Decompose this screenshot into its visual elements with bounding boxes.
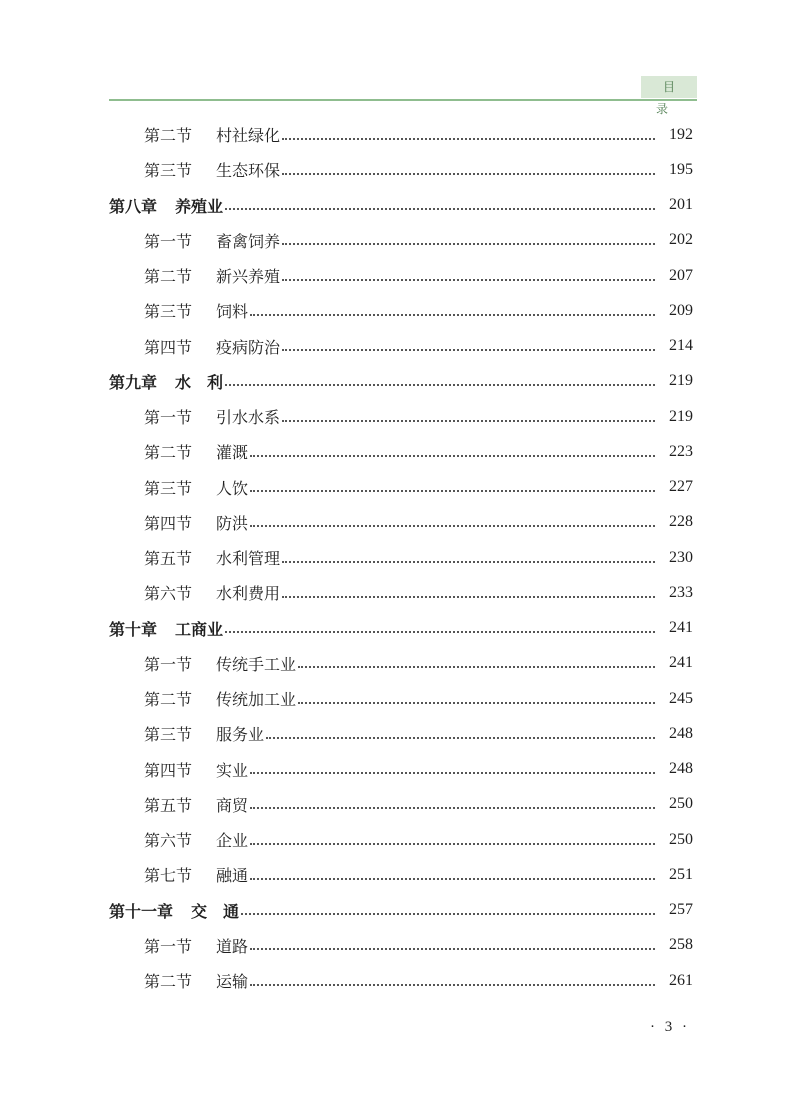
toc-section-entry[interactable] bbox=[0, 223, 798, 258]
toc-entry-label-area bbox=[144, 123, 663, 146]
toc-entry-label-area bbox=[144, 652, 663, 675]
toc-entry-label-area bbox=[144, 934, 663, 957]
toc-entry-label bbox=[144, 335, 280, 358]
toc-section-entry[interactable] bbox=[0, 928, 798, 963]
toc-chapter-entry[interactable] bbox=[0, 611, 798, 646]
toc-section-entry[interactable] bbox=[0, 293, 798, 328]
toc-entry-label bbox=[144, 264, 280, 287]
toc-entry-label bbox=[144, 793, 248, 816]
toc-page-number: 251 bbox=[669, 865, 693, 883]
toc-entry-label-area bbox=[109, 899, 663, 922]
toc-entry-label-area bbox=[144, 581, 663, 604]
chapter-title: 养殖业 bbox=[175, 196, 224, 216]
toc-section-entry[interactable] bbox=[0, 646, 798, 681]
toc-page-number: 233 bbox=[669, 583, 693, 601]
toc-entry-label-area bbox=[109, 617, 663, 640]
chapter-title: 水 利 bbox=[175, 372, 224, 392]
toc-entry-label-area bbox=[144, 511, 663, 534]
section-title: 引水水系 bbox=[216, 408, 281, 428]
toc-page-number: 248 bbox=[669, 724, 693, 742]
toc-entry-label bbox=[144, 405, 280, 428]
toc-entry-label bbox=[109, 370, 223, 393]
section-title: 运输 bbox=[216, 972, 249, 992]
toc-page-number: 257 bbox=[669, 901, 693, 919]
toc-entry-label bbox=[109, 899, 239, 922]
dot-leader bbox=[250, 490, 655, 492]
section-number: 第四节 bbox=[144, 513, 193, 533]
toc-page-number: 230 bbox=[669, 548, 693, 566]
toc-entry-label-area bbox=[144, 158, 663, 181]
section-number: 第五节 bbox=[144, 549, 193, 569]
toc-section-entry[interactable] bbox=[0, 575, 798, 610]
toc-entry-label bbox=[144, 828, 248, 851]
section-title: 商贸 bbox=[216, 795, 249, 815]
page-folio: · 3 · bbox=[650, 1019, 690, 1035]
toc-section-entry[interactable] bbox=[0, 399, 798, 434]
toc-page-number: 228 bbox=[669, 513, 693, 531]
chapter-number: 第八章 bbox=[109, 196, 158, 216]
toc-chapter-entry[interactable] bbox=[0, 188, 798, 223]
toc-page-number: 202 bbox=[669, 231, 693, 249]
toc-entry-label-area bbox=[144, 722, 663, 745]
dot-leader bbox=[298, 702, 655, 704]
toc-page-number: 241 bbox=[669, 654, 693, 672]
header-rule bbox=[109, 99, 697, 101]
toc-section-entry[interactable] bbox=[0, 117, 798, 152]
section-title: 灌溉 bbox=[216, 443, 249, 463]
dot-leader bbox=[250, 455, 655, 457]
section-title: 人饮 bbox=[216, 478, 249, 498]
toc-entry-label-area bbox=[109, 370, 663, 393]
toc-section-entry[interactable] bbox=[0, 505, 798, 540]
toc-page-number: 192 bbox=[669, 125, 693, 143]
section-title: 企业 bbox=[216, 831, 249, 851]
toc-entry-label bbox=[109, 617, 223, 640]
section-number: 第二节 bbox=[144, 690, 193, 710]
toc-entry-label bbox=[144, 722, 264, 745]
section-number: 第三节 bbox=[144, 161, 193, 181]
toc-entry-label bbox=[144, 299, 248, 322]
section-title: 实业 bbox=[216, 760, 249, 780]
toc-section-entry[interactable] bbox=[0, 963, 798, 998]
section-title: 融通 bbox=[216, 866, 249, 886]
toc-entry-label-area bbox=[144, 405, 663, 428]
section-number: 第二节 bbox=[144, 972, 193, 992]
toc-section-entry[interactable] bbox=[0, 787, 798, 822]
toc-entry-label-area bbox=[144, 299, 663, 322]
toc-entry-label bbox=[144, 652, 296, 675]
toc-section-entry[interactable] bbox=[0, 540, 798, 575]
section-number: 第六节 bbox=[144, 831, 193, 851]
toc-entry-label-area bbox=[144, 264, 663, 287]
chapter-number: 第十章 bbox=[109, 619, 158, 639]
section-number: 第二节 bbox=[144, 126, 193, 146]
toc-page-number: 241 bbox=[669, 619, 693, 637]
dot-leader bbox=[298, 666, 655, 668]
section-title: 村社绿化 bbox=[216, 126, 281, 146]
toc-page-number: 219 bbox=[669, 407, 693, 425]
toc-page-number: 201 bbox=[669, 196, 693, 214]
toc-section-entry[interactable] bbox=[0, 470, 798, 505]
section-number: 第三节 bbox=[144, 478, 193, 498]
toc-entry-label bbox=[144, 229, 280, 252]
section-number: 第二节 bbox=[144, 443, 193, 463]
toc-section-entry[interactable] bbox=[0, 258, 798, 293]
toc-entry-label-area bbox=[144, 440, 663, 463]
toc-page-number: 223 bbox=[669, 442, 693, 460]
section-title: 水利管理 bbox=[216, 549, 281, 569]
section-number: 第七节 bbox=[144, 866, 193, 886]
dot-leader bbox=[250, 525, 655, 527]
toc-entry-label bbox=[144, 581, 280, 604]
toc-section-entry[interactable] bbox=[0, 716, 798, 751]
dot-leader bbox=[250, 948, 655, 950]
toc-entry-label-area bbox=[144, 793, 663, 816]
toc-page-number: 245 bbox=[669, 689, 693, 707]
toc-entry-label bbox=[144, 440, 248, 463]
dot-leader bbox=[266, 737, 655, 739]
toc-entry-label bbox=[144, 934, 248, 957]
toc-entry-label bbox=[144, 546, 280, 569]
section-number: 第一节 bbox=[144, 408, 193, 428]
toc-section-entry[interactable] bbox=[0, 752, 798, 787]
chapter-number: 第十一章 bbox=[109, 901, 174, 921]
running-header-tag: 目 录 bbox=[641, 76, 697, 98]
toc-entry-label-area bbox=[144, 476, 663, 499]
toc-entry-label bbox=[109, 194, 223, 217]
section-title: 道路 bbox=[216, 936, 249, 956]
section-number: 第一节 bbox=[144, 231, 193, 251]
toc-page-number: 214 bbox=[669, 337, 693, 355]
dot-leader bbox=[282, 561, 655, 563]
toc-chapter-entry[interactable] bbox=[0, 893, 798, 928]
section-number: 第四节 bbox=[144, 337, 193, 357]
section-number: 第五节 bbox=[144, 795, 193, 815]
toc-entry-label bbox=[144, 158, 280, 181]
toc-section-entry[interactable] bbox=[0, 857, 798, 892]
toc-page-number: 219 bbox=[669, 372, 693, 390]
toc-page-number: 250 bbox=[669, 830, 693, 848]
section-title: 新兴养殖 bbox=[216, 267, 281, 287]
section-title: 疫病防治 bbox=[216, 337, 281, 357]
toc-section-entry[interactable] bbox=[0, 822, 798, 857]
toc-page-number: 227 bbox=[669, 478, 693, 496]
toc-page-number: 258 bbox=[669, 936, 693, 954]
dot-leader bbox=[282, 138, 655, 140]
dot-leader bbox=[250, 878, 655, 880]
table-of-contents bbox=[0, 117, 798, 998]
toc-entry-label bbox=[144, 758, 248, 781]
section-title: 饲料 bbox=[216, 302, 249, 322]
chapter-number: 第九章 bbox=[109, 372, 158, 392]
toc-entry-label bbox=[144, 863, 248, 886]
toc-entry-label-area bbox=[109, 194, 663, 217]
section-title: 防洪 bbox=[216, 513, 249, 533]
dot-leader bbox=[282, 420, 655, 422]
toc-entry-label-area bbox=[144, 546, 663, 569]
toc-entry-label-area bbox=[144, 969, 663, 992]
toc-page-number: 248 bbox=[669, 760, 693, 778]
dot-leader bbox=[250, 984, 655, 986]
chapter-title: 交 通 bbox=[191, 901, 240, 921]
toc-entry-label-area bbox=[144, 758, 663, 781]
toc-entry-label-area bbox=[144, 229, 663, 252]
toc-entry-label-area bbox=[144, 335, 663, 358]
section-title: 生态环保 bbox=[216, 161, 281, 181]
toc-entry-label bbox=[144, 687, 296, 710]
section-number: 第一节 bbox=[144, 654, 193, 674]
dot-leader bbox=[282, 596, 655, 598]
section-title: 传统手工业 bbox=[216, 654, 297, 674]
toc-page-number: 250 bbox=[669, 795, 693, 813]
toc-entry-label-area bbox=[144, 687, 663, 710]
toc-section-entry[interactable] bbox=[0, 152, 798, 187]
toc-section-entry[interactable] bbox=[0, 329, 798, 364]
section-number: 第三节 bbox=[144, 725, 193, 745]
section-title: 传统加工业 bbox=[216, 690, 297, 710]
dot-leader bbox=[225, 631, 655, 633]
dot-leader bbox=[250, 314, 655, 316]
toc-entry-label bbox=[144, 511, 248, 534]
section-number: 第二节 bbox=[144, 267, 193, 287]
chapter-title: 工商业 bbox=[175, 619, 224, 639]
dot-leader bbox=[250, 843, 655, 845]
section-number: 第一节 bbox=[144, 936, 193, 956]
dot-leader bbox=[225, 384, 655, 386]
toc-page-number: 195 bbox=[669, 160, 693, 178]
toc-page-number: 261 bbox=[669, 971, 693, 989]
toc-entry-label-area bbox=[144, 828, 663, 851]
section-title: 畜禽饲养 bbox=[216, 231, 281, 251]
section-number: 第三节 bbox=[144, 302, 193, 322]
toc-page-number: 209 bbox=[669, 301, 693, 319]
dot-leader bbox=[250, 772, 655, 774]
section-title: 水利费用 bbox=[216, 584, 281, 604]
toc-section-entry[interactable] bbox=[0, 434, 798, 469]
toc-section-entry[interactable] bbox=[0, 681, 798, 716]
dot-leader bbox=[225, 208, 655, 210]
dot-leader bbox=[282, 173, 655, 175]
dot-leader bbox=[250, 807, 655, 809]
section-number: 第六节 bbox=[144, 584, 193, 604]
dot-leader bbox=[282, 243, 655, 245]
dot-leader bbox=[282, 349, 655, 351]
section-number: 第四节 bbox=[144, 760, 193, 780]
toc-entry-label bbox=[144, 476, 248, 499]
toc-entry-label bbox=[144, 969, 248, 992]
section-title: 服务业 bbox=[216, 725, 265, 745]
toc-chapter-entry[interactable] bbox=[0, 364, 798, 399]
toc-entry-label-area bbox=[144, 863, 663, 886]
toc-entry-label bbox=[144, 123, 280, 146]
toc-page-number: 207 bbox=[669, 266, 693, 284]
dot-leader bbox=[282, 279, 655, 281]
dot-leader bbox=[241, 913, 655, 915]
